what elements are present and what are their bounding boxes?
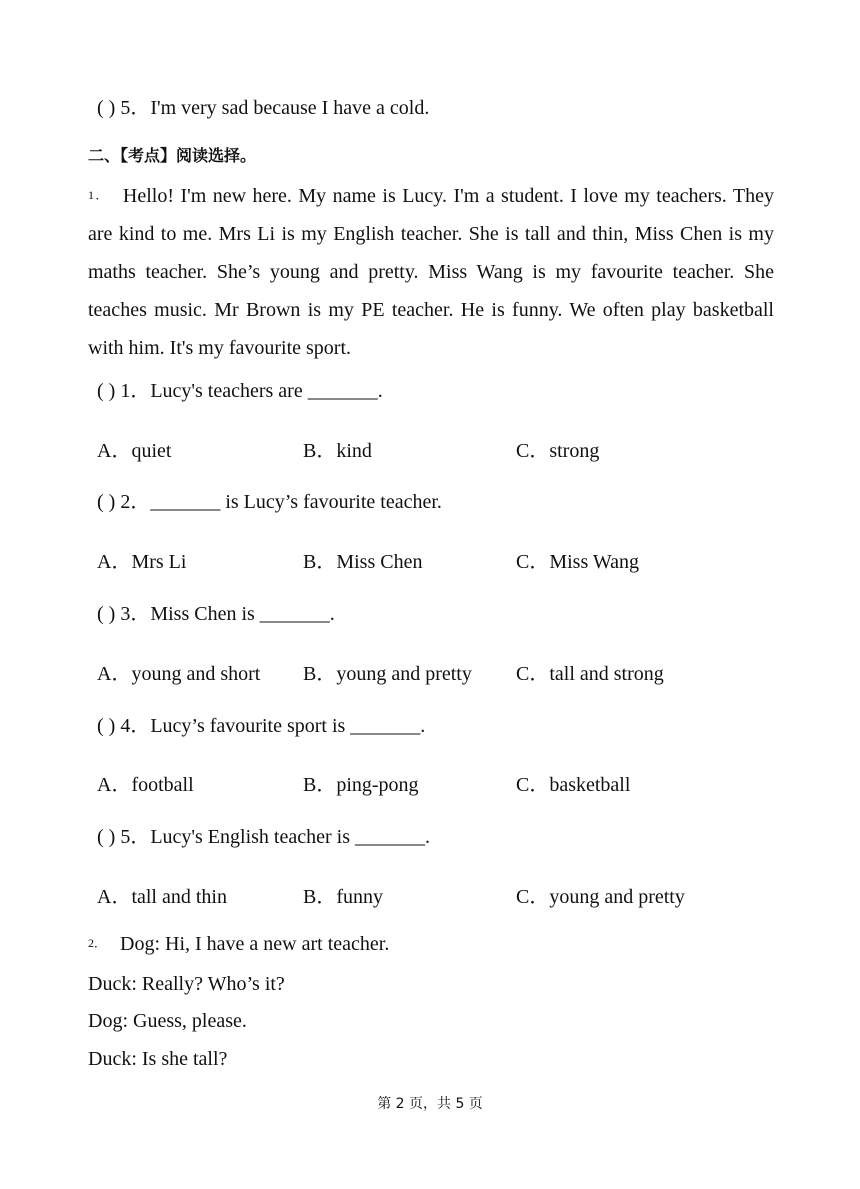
option-c: C．basketball — [516, 774, 631, 796]
option-a: A．football — [97, 774, 194, 796]
options-question-3 — [97, 657, 797, 683]
passage-number: 2． — [88, 936, 107, 950]
option-a: A．tall and thin — [97, 886, 227, 908]
option-b: B．kind — [303, 440, 372, 462]
section-title: 二、【考点】阅读选择。 — [88, 146, 257, 165]
options-question-2 — [97, 545, 797, 571]
question-5: ( ) 5．Lucy's English teacher is _______. — [97, 826, 430, 848]
options-question-1 — [97, 434, 797, 460]
option-b: B．Miss Chen — [303, 551, 423, 573]
option-c: C．tall and strong — [516, 663, 664, 685]
option-c: C．young and pretty — [516, 886, 685, 908]
option-a: A．young and short — [97, 663, 261, 685]
option-a: A．quiet — [97, 440, 172, 462]
question-3: ( ) 3．Miss Chen is _______. — [97, 603, 335, 625]
option-b: B．young and pretty — [303, 663, 472, 685]
question-4: ( ) 4．Lucy’s favourite sport is _______. — [97, 715, 426, 737]
options-question-4 — [97, 768, 797, 794]
passage-number: 1． — [88, 188, 109, 202]
page-footer: 第 2 页，共 5 页 — [377, 1096, 483, 1112]
dialogue-text: Dog: Hi, I have a new art teacher. — [120, 933, 390, 955]
reading-passage-1 — [88, 176, 774, 367]
option-c: C．strong — [516, 440, 600, 462]
previous-question-5: ( ) 5．I'm very sad because I have a cold. — [97, 97, 430, 119]
option-b: B．funny — [303, 886, 383, 908]
dialogue-line-2: Duck: Really? Who’s it? — [88, 973, 285, 995]
option-b: B．ping-pong — [303, 774, 419, 796]
dialogue-line-4: Duck: Is she tall? — [88, 1048, 228, 1070]
options-question-5 — [97, 880, 797, 906]
option-a: A．Mrs Li — [97, 551, 187, 573]
dialogue-line-1 — [88, 930, 389, 957]
dialogue-line-3: Dog: Guess, please. — [88, 1010, 247, 1032]
question-1: ( ) 1．Lucy's teachers are _______. — [97, 380, 383, 402]
question-2: ( ) 2．_______ is Lucy’s favourite teacher. — [97, 491, 442, 513]
passage-text: Hello! I'm new here. My name is Lucy. I'm a student. I love my teachers. They are kind to me. Mrs Li is my English teacher. She is tall and thin, Miss Chen is my maths teacher. She’s young and pretty. Miss Wang is my favourite teacher. She teaches music. Mr Brown is my PE teacher. He is funny. We often play basketball with him. It's my favourite sport. — [88, 185, 774, 359]
option-c: C．Miss Wang — [516, 551, 640, 573]
